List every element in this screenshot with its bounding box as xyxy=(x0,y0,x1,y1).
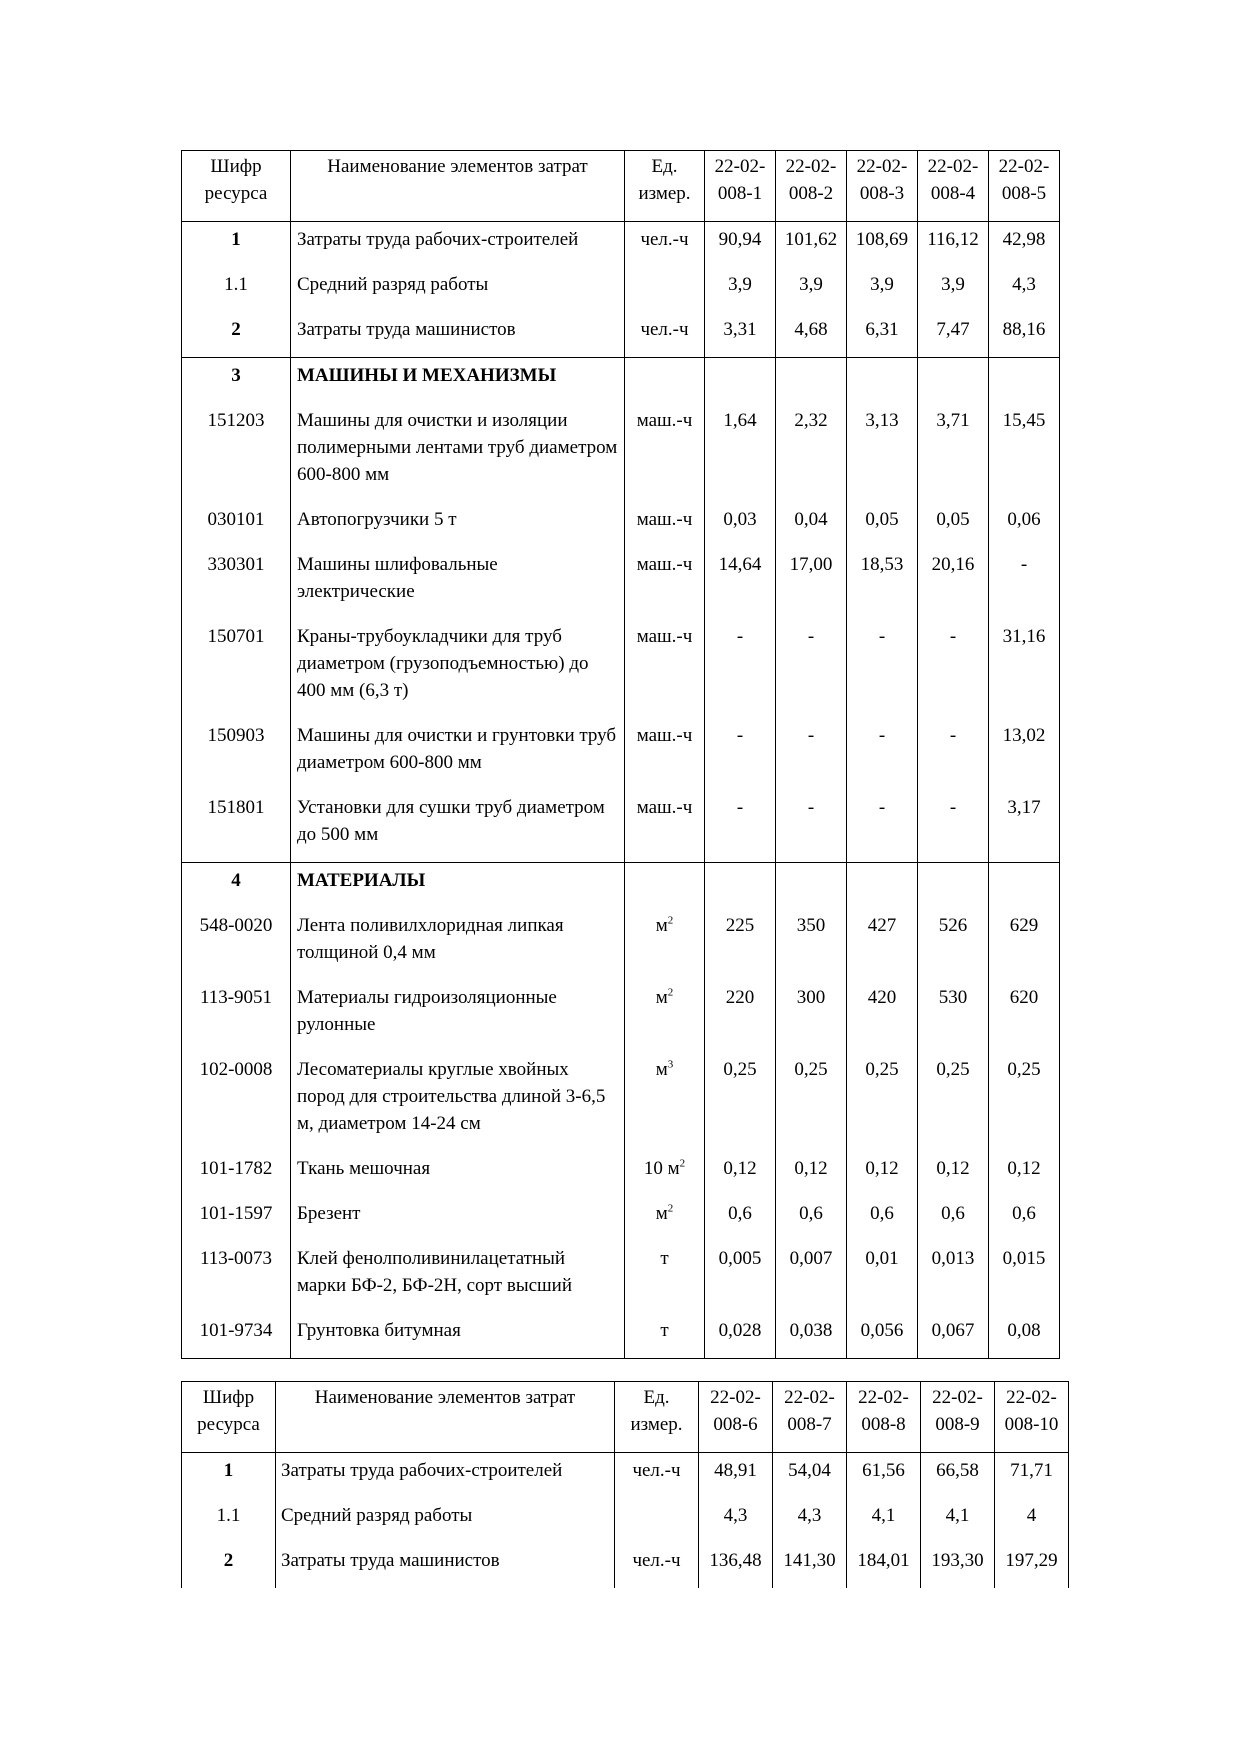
row-value: 0,067 xyxy=(918,1313,989,1359)
header-unit: Ед. измер. xyxy=(615,1382,699,1453)
header-col: 22-02-008-6 xyxy=(699,1382,773,1453)
row-unit xyxy=(625,358,705,404)
unit-text: м xyxy=(655,1059,668,1080)
row-value: 18,53 xyxy=(847,547,918,619)
row-unit: маш.-ч xyxy=(625,619,705,718)
row-value: 15,45 xyxy=(989,403,1060,502)
row-value: - xyxy=(847,790,918,863)
row-unit xyxy=(625,1196,705,1241)
row-code: 2 xyxy=(182,312,291,358)
row-value: 0,05 xyxy=(847,502,918,547)
row-value: 0,015 xyxy=(989,1241,1060,1313)
row-code: 3 xyxy=(182,358,291,404)
row-value: 4,68 xyxy=(776,312,847,358)
row-value: 0,25 xyxy=(776,1052,847,1151)
row-value: 3,9 xyxy=(705,267,776,312)
row-value: - xyxy=(776,619,847,718)
header-name: Наименование элементов затрат xyxy=(291,151,625,222)
row-code: 030101 xyxy=(182,502,291,547)
row-value: 6,31 xyxy=(847,312,918,358)
row-name: Грунтовка битумная xyxy=(291,1313,625,1359)
row-value xyxy=(705,863,776,909)
row-name: Средний разряд работы xyxy=(276,1498,615,1543)
row-unit: чел.-ч xyxy=(625,222,705,268)
row-value: 220 xyxy=(705,980,776,1052)
row-value: - xyxy=(776,790,847,863)
row-code: 101-9734 xyxy=(182,1313,291,1359)
row-value: 0,01 xyxy=(847,1241,918,1313)
row-value: 0,12 xyxy=(989,1151,1060,1196)
row-value: 4,3 xyxy=(699,1498,773,1543)
row-unit xyxy=(625,1052,705,1151)
table-row xyxy=(182,619,1060,718)
header-col: 22-02-008-2 xyxy=(776,151,847,222)
row-value: 0,6 xyxy=(847,1196,918,1241)
row-value: 0,6 xyxy=(776,1196,847,1241)
row-value: 3,9 xyxy=(776,267,847,312)
row-value: 3,13 xyxy=(847,403,918,502)
row-code: 1.1 xyxy=(182,1498,276,1543)
table-row xyxy=(182,908,1060,980)
row-value xyxy=(705,358,776,404)
table-row xyxy=(182,718,1060,790)
row-value: 0,005 xyxy=(705,1241,776,1313)
row-value: 7,47 xyxy=(918,312,989,358)
row-value: 184,01 xyxy=(847,1543,921,1588)
section-title: МАШИНЫ И МЕХАНИЗМЫ xyxy=(291,358,625,404)
row-value: 0,06 xyxy=(989,502,1060,547)
table-row xyxy=(182,1052,1060,1151)
row-value: 193,30 xyxy=(921,1543,995,1588)
row-unit xyxy=(625,267,705,312)
row-code: 1 xyxy=(182,1453,276,1499)
row-code: 548-0020 xyxy=(182,908,291,980)
row-value: 620 xyxy=(989,980,1060,1052)
row-value: 17,00 xyxy=(776,547,847,619)
row-value: 4 xyxy=(995,1498,1069,1543)
row-value: 0,12 xyxy=(847,1151,918,1196)
row-value: 225 xyxy=(705,908,776,980)
row-name: Краны-трубоукладчики для труб диаметром (грузоподъемностью) до 400 мм (6,3 т) xyxy=(291,619,625,718)
row-value: 0,056 xyxy=(847,1313,918,1359)
row-value: 116,12 xyxy=(918,222,989,268)
row-unit: маш.-ч xyxy=(625,403,705,502)
row-name: Затраты труда рабочих-строителей xyxy=(276,1453,615,1499)
row-value: - xyxy=(847,619,918,718)
row-value: 13,02 xyxy=(989,718,1060,790)
row-value: 629 xyxy=(989,908,1060,980)
table-row xyxy=(182,1498,1069,1543)
table-row xyxy=(182,1196,1060,1241)
row-value: 0,25 xyxy=(847,1052,918,1151)
header-code: Шифр ресурса xyxy=(182,151,291,222)
row-value: 3,9 xyxy=(847,267,918,312)
row-value: 0,08 xyxy=(989,1313,1060,1359)
header-col: 22-02-008-8 xyxy=(847,1382,921,1453)
table-row xyxy=(182,1543,1069,1588)
row-value: 350 xyxy=(776,908,847,980)
row-value: 136,48 xyxy=(699,1543,773,1588)
unit-superscript: 2 xyxy=(679,1157,686,1170)
row-code: 2 xyxy=(182,1543,276,1588)
row-code: 1.1 xyxy=(182,267,291,312)
row-code: 151203 xyxy=(182,403,291,502)
table-row xyxy=(182,790,1060,863)
row-value: 20,16 xyxy=(918,547,989,619)
row-value: 0,25 xyxy=(989,1052,1060,1151)
row-value: - xyxy=(776,718,847,790)
table-row xyxy=(182,980,1060,1052)
row-value: 0,038 xyxy=(776,1313,847,1359)
table-row xyxy=(182,547,1060,619)
section-row xyxy=(182,358,1060,404)
unit-text: м xyxy=(655,1203,668,1224)
header-col: 22-02-008-10 xyxy=(995,1382,1069,1453)
row-value: 31,16 xyxy=(989,619,1060,718)
row-code: 113-0073 xyxy=(182,1241,291,1313)
row-code: 1 xyxy=(182,222,291,268)
row-value: 300 xyxy=(776,980,847,1052)
row-unit xyxy=(615,1498,699,1543)
row-value: - xyxy=(918,790,989,863)
row-value: - xyxy=(989,547,1060,619)
row-value: 427 xyxy=(847,908,918,980)
header-code: Шифр ресурса xyxy=(182,1382,276,1453)
row-name: Затраты труда машинистов xyxy=(276,1543,615,1588)
table-row xyxy=(182,403,1060,502)
row-unit xyxy=(625,863,705,909)
row-value: 0,6 xyxy=(705,1196,776,1241)
row-name: Машины для очистки и грунтовки труб диаметром 600-800 мм xyxy=(291,718,625,790)
table-row xyxy=(182,222,1060,268)
row-value: 3,31 xyxy=(705,312,776,358)
row-name: Клей фенолполивинилацетатный марки БФ-2, БФ-2Н, сорт высший xyxy=(291,1241,625,1313)
row-value xyxy=(776,358,847,404)
row-value: 0,6 xyxy=(918,1196,989,1241)
header-col: 22-02-008-4 xyxy=(918,151,989,222)
row-value: 3,71 xyxy=(918,403,989,502)
row-name: Материалы гидроизоляционные рулонные xyxy=(291,980,625,1052)
section-title: МАТЕРИАЛЫ xyxy=(291,863,625,909)
table-row xyxy=(182,502,1060,547)
table-row xyxy=(182,312,1060,358)
row-unit: т xyxy=(625,1313,705,1359)
row-value: 0,25 xyxy=(918,1052,989,1151)
table-header xyxy=(182,151,1060,222)
row-value: 0,25 xyxy=(705,1052,776,1151)
row-value xyxy=(847,863,918,909)
row-value xyxy=(918,358,989,404)
row-name: Ткань мешочная xyxy=(291,1151,625,1196)
row-value xyxy=(989,358,1060,404)
section-row xyxy=(182,863,1060,909)
row-code: 330301 xyxy=(182,547,291,619)
row-value: 48,91 xyxy=(699,1453,773,1499)
row-value: 66,58 xyxy=(921,1453,995,1499)
row-name: Лента поливилхлоридная липкая толщиной 0,4 мм xyxy=(291,908,625,980)
resource-table-2 xyxy=(181,1381,1069,1588)
row-name: Автопогрузчики 5 т xyxy=(291,502,625,547)
row-code: 150903 xyxy=(182,718,291,790)
row-name: Установки для сушки труб диаметром до 500 мм xyxy=(291,790,625,863)
row-unit xyxy=(625,980,705,1052)
header-col: 22-02-008-5 xyxy=(989,151,1060,222)
row-name: Машины для очистки и изоляции полимерными лентами труб диаметром 600-800 мм xyxy=(291,403,625,502)
row-value: 0,013 xyxy=(918,1241,989,1313)
row-unit xyxy=(625,1151,705,1196)
row-value: 3,17 xyxy=(989,790,1060,863)
row-code: 150701 xyxy=(182,619,291,718)
table-row xyxy=(182,1151,1060,1196)
row-unit: чел.-ч xyxy=(615,1543,699,1588)
row-value: 0,028 xyxy=(705,1313,776,1359)
row-name: Затраты труда рабочих-строителей xyxy=(291,222,625,268)
row-value: - xyxy=(847,718,918,790)
row-code: 151801 xyxy=(182,790,291,863)
unit-superscript: 2 xyxy=(667,986,674,999)
row-value: 4,3 xyxy=(773,1498,847,1543)
row-code: 113-9051 xyxy=(182,980,291,1052)
row-value: 1,64 xyxy=(705,403,776,502)
row-unit: т xyxy=(625,1241,705,1313)
row-value: 0,007 xyxy=(776,1241,847,1313)
row-value: 4,1 xyxy=(847,1498,921,1543)
unit-text: м xyxy=(655,987,668,1008)
unit-superscript: 2 xyxy=(667,1202,674,1215)
row-value xyxy=(776,863,847,909)
row-name: Лесоматериалы круглые хвойных пород для строительства длиной 3-6,5 м, диаметром 14-24 см xyxy=(291,1052,625,1151)
row-value: 54,04 xyxy=(773,1453,847,1499)
row-value: 0,12 xyxy=(705,1151,776,1196)
row-value: - xyxy=(918,718,989,790)
table-row xyxy=(182,1453,1069,1499)
table-row xyxy=(182,267,1060,312)
header-col: 22-02-008-7 xyxy=(773,1382,847,1453)
row-unit: маш.-ч xyxy=(625,790,705,863)
row-unit: маш.-ч xyxy=(625,502,705,547)
row-code: 4 xyxy=(182,863,291,909)
row-value: 88,16 xyxy=(989,312,1060,358)
unit-superscript: 3 xyxy=(667,1058,674,1071)
unit-text: м xyxy=(655,915,668,936)
row-value: 3,9 xyxy=(918,267,989,312)
row-value: 526 xyxy=(918,908,989,980)
row-value: 4,3 xyxy=(989,267,1060,312)
row-value: 42,98 xyxy=(989,222,1060,268)
header-col: 22-02-008-9 xyxy=(921,1382,995,1453)
row-unit xyxy=(625,908,705,980)
row-code: 101-1782 xyxy=(182,1151,291,1196)
row-value: 101,62 xyxy=(776,222,847,268)
row-name: Затраты труда машинистов xyxy=(291,312,625,358)
row-name: Брезент xyxy=(291,1196,625,1241)
row-name: Машины шлифовальные электрические xyxy=(291,547,625,619)
row-value: 61,56 xyxy=(847,1453,921,1499)
row-value: 0,6 xyxy=(989,1196,1060,1241)
header-unit: Ед. измер. xyxy=(625,151,705,222)
row-value: - xyxy=(918,619,989,718)
row-unit: чел.-ч xyxy=(625,312,705,358)
row-unit: маш.-ч xyxy=(625,718,705,790)
row-value: 2,32 xyxy=(776,403,847,502)
row-value: - xyxy=(705,619,776,718)
row-unit: маш.-ч xyxy=(625,547,705,619)
table-row xyxy=(182,1313,1060,1359)
row-value: - xyxy=(705,790,776,863)
row-value: - xyxy=(705,718,776,790)
row-value: 0,12 xyxy=(776,1151,847,1196)
row-code: 102-0008 xyxy=(182,1052,291,1151)
table-header xyxy=(182,1382,1069,1453)
row-value: 0,04 xyxy=(776,502,847,547)
row-value: 420 xyxy=(847,980,918,1052)
row-value: 0,12 xyxy=(918,1151,989,1196)
header-col: 22-02-008-3 xyxy=(847,151,918,222)
row-value: 108,69 xyxy=(847,222,918,268)
row-value: 0,05 xyxy=(918,502,989,547)
header-col: 22-02-008-1 xyxy=(705,151,776,222)
row-code: 101-1597 xyxy=(182,1196,291,1241)
row-value: 530 xyxy=(918,980,989,1052)
row-value: 71,71 xyxy=(995,1453,1069,1499)
row-value: 90,94 xyxy=(705,222,776,268)
header-name: Наименование элементов затрат xyxy=(276,1382,615,1453)
row-value: 141,30 xyxy=(773,1543,847,1588)
unit-text: 10 м xyxy=(643,1158,680,1179)
row-unit: чел.-ч xyxy=(615,1453,699,1499)
row-value xyxy=(847,358,918,404)
unit-superscript: 2 xyxy=(667,914,674,927)
row-name: Средний разряд работы xyxy=(291,267,625,312)
row-value: 14,64 xyxy=(705,547,776,619)
row-value: 0,03 xyxy=(705,502,776,547)
table-row xyxy=(182,1241,1060,1313)
row-value: 4,1 xyxy=(921,1498,995,1543)
resource-table-1 xyxy=(181,150,1060,1359)
row-value xyxy=(989,863,1060,909)
row-value: 197,29 xyxy=(995,1543,1069,1588)
row-value xyxy=(918,863,989,909)
